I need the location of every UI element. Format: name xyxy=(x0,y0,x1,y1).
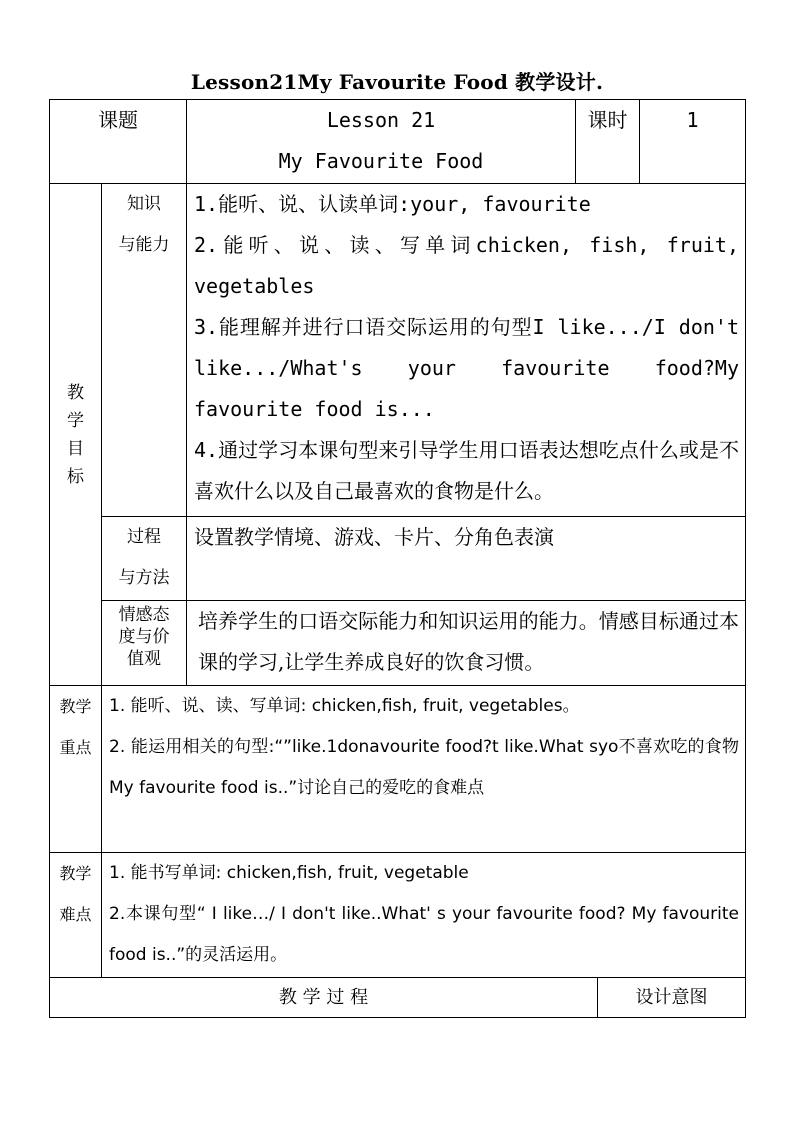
key-point-item: 1. 能听、说、读、写单词: chicken,fish, fruit, vegetables。 xyxy=(109,696,580,716)
emotion-label-cell xyxy=(102,601,187,686)
period-value: 1 xyxy=(686,108,699,132)
intent-header-cell xyxy=(598,978,746,1018)
process-header-cell xyxy=(50,978,598,1018)
footer-row xyxy=(50,978,746,1018)
objectives-label-cell xyxy=(50,184,102,686)
knowledge-label-cell xyxy=(102,184,187,517)
knowledge-item: 2.能听、说、读、写单词chicken, fish, fruit, vegetables xyxy=(194,233,739,298)
header-row xyxy=(50,100,746,184)
key-points-content-cell xyxy=(102,686,746,853)
objectives-label xyxy=(50,379,101,491)
intent-header: 设计意图 xyxy=(635,986,708,1008)
lesson-title-cell xyxy=(187,100,576,184)
emotion-label-line3: 值观 xyxy=(127,649,161,669)
process-content-cell xyxy=(187,517,746,601)
knowledge-item: 1.能听、说、认读单词:your, favourite xyxy=(194,192,591,216)
process-header: 教 学 过 程 xyxy=(278,986,369,1008)
lesson-plan-table xyxy=(49,99,746,1018)
knowledge-item: 4.通过学习本课句型来引导学生用口语表达想吃点什么或是不喜欢什么以及自己最喜欢的食物是什么。 xyxy=(194,438,739,503)
objectives-label-char: 学 xyxy=(67,410,84,431)
key-points-row xyxy=(50,686,746,853)
knowledge-item: 3.能理解并进行口语交际运用的句型I like.../I don't like.../What's your favourite food?My favourite food is... xyxy=(194,315,739,421)
emotion-content: 培养学生的口语交际能力和知识运用的能力。情感目标通过本课的学习,让学生养成良好的饮食习惯。 xyxy=(198,609,739,674)
lesson-number: Lesson 21 xyxy=(326,108,436,132)
difficulties-label-cell xyxy=(50,853,102,978)
period-value-cell xyxy=(640,100,746,184)
process-label-line1: 过程 xyxy=(127,527,161,547)
key-points-label-line1: 教学 xyxy=(59,697,92,716)
difficulties-row xyxy=(50,853,746,978)
topic-label-cell xyxy=(50,100,187,184)
difficulties-label-line1: 教学 xyxy=(59,864,92,883)
knowledge-label-line1: 知识 xyxy=(127,194,161,214)
key-point-item: 2. 能运用相关的句型:“”like.1donavourite food?t like.What syo不喜欢吃的食物 My favourite food is..”讨论自己的爱吃的食难点 xyxy=(109,737,739,798)
period-label: 课时 xyxy=(587,108,628,132)
knowledge-label-line2: 与能力 xyxy=(118,235,170,255)
process-content: 设置教学情境、游戏、卡片、分角色表演 xyxy=(194,525,554,549)
document-title: Lesson21My Favourite Food 教学设计. xyxy=(190,70,604,94)
process-label-cell xyxy=(102,517,187,601)
difficulties-label-line2: 难点 xyxy=(59,905,92,924)
difficulty-item: 2.本课句型“ I like…/ I don't like..What' s your favourite food? My favourite food is..”的灵活运用。 xyxy=(109,904,739,965)
emotion-label-line1: 情感态 xyxy=(118,605,170,625)
objectives-label-char: 教 xyxy=(67,382,84,403)
emotion-row xyxy=(50,601,746,686)
process-label-line2: 与方法 xyxy=(118,568,170,588)
period-label-cell xyxy=(576,100,640,184)
objectives-label-char: 标 xyxy=(67,466,84,487)
objectives-label-char: 目 xyxy=(67,438,84,459)
difficulties-content-cell xyxy=(102,853,746,978)
emotion-label-line2: 度与价 xyxy=(118,627,170,647)
key-points-label-cell xyxy=(50,686,102,853)
emotion-content-cell xyxy=(187,601,746,686)
topic-label: 课题 xyxy=(98,108,138,132)
difficulty-item: 1. 能书写单词: chicken,fish, fruit, vegetable xyxy=(109,863,469,883)
knowledge-row xyxy=(50,184,746,517)
process-row xyxy=(50,517,746,601)
key-points-label-line2: 重点 xyxy=(59,738,92,757)
knowledge-content-cell xyxy=(187,184,746,517)
lesson-name: My Favourite Food xyxy=(278,149,484,173)
